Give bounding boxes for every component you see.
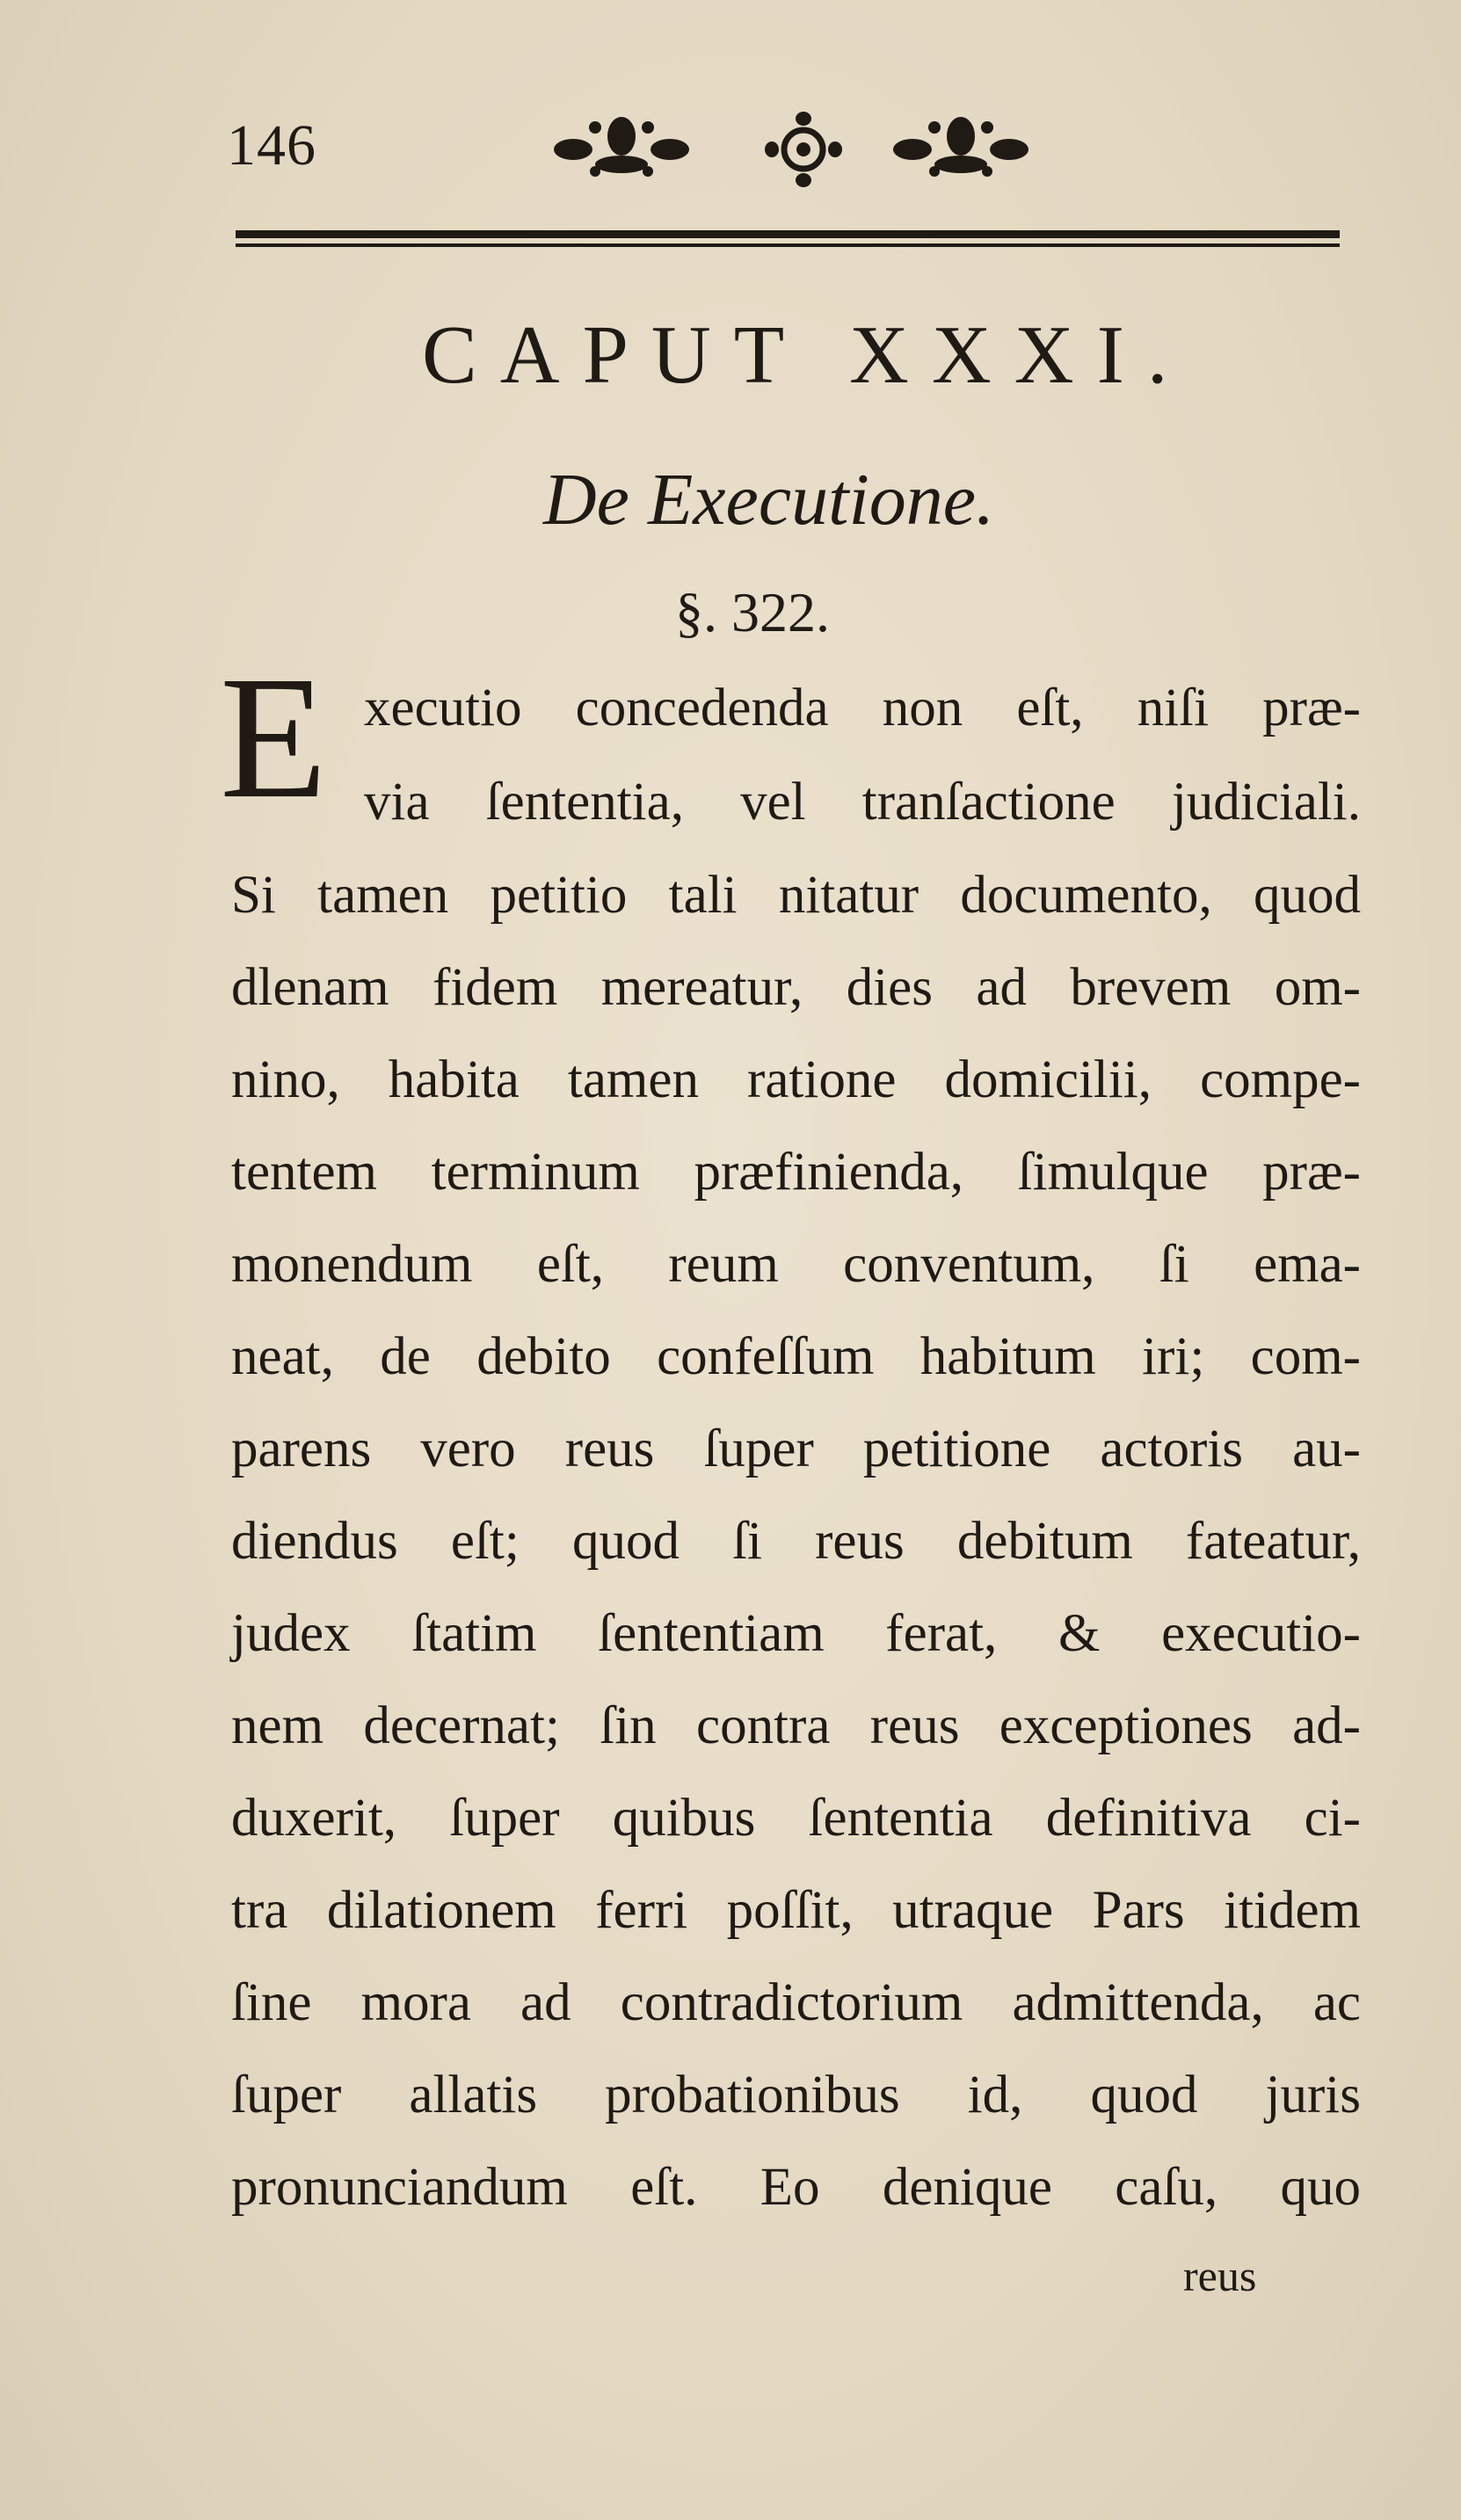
drop-cap: E <box>220 641 328 835</box>
text-line-5: nino, habita tamen ratione domicilii, compe- <box>231 1050 1361 1109</box>
text-line-16: ſuper allatis probationibus id, quod juris <box>231 2066 1361 2124</box>
catchword: reus <box>1183 2251 1257 2300</box>
text-line-12: nem decernat; ſin contra reus exceptiones ad- <box>231 1696 1361 1755</box>
text-line-6: tentem terminum præfinienda, ſimulque præ- <box>231 1143 1361 1202</box>
rosette-icon <box>761 110 846 189</box>
header-rule-thick <box>236 230 1340 238</box>
chapter-title: CAPUT XXXI. <box>422 309 1191 401</box>
chapter-subtitle: De Executione. <box>543 459 995 541</box>
text-line-13: duxerit, ſuper quibus ſententia definitiva ci- <box>231 1789 1361 1848</box>
text-line-4: dlenam fidem mereatur, dies ad brevem om- <box>231 958 1361 1017</box>
text-line-10: diendus eſt; quod ſi reus debitum fateatur, <box>231 1512 1361 1571</box>
text-line-3: Si tamen petitio tali nitatur documento, quod <box>231 866 1361 925</box>
text-line-11: judex ſtatim ſententiam ferat, & executio- <box>231 1604 1361 1663</box>
text-line-8: neat, de debito confeſſum habitum iri; com- <box>231 1327 1361 1386</box>
text-line-2: via ſententia, vel tranſactione judiciali. <box>364 773 1361 832</box>
text-line-7: monendum eſt, reum conventum, ſi ema- <box>231 1235 1361 1294</box>
fleuron-right-icon <box>886 110 1036 189</box>
text-line-14: tra dilationem ferri poſſit, utraque Pars itidem <box>231 1881 1361 1940</box>
header-rule-thin <box>236 243 1340 247</box>
text-line-9: parens vero reus ſuper petitione actoris au- <box>231 1420 1361 1478</box>
text-line-15: ſine mora ad contradictorium admittenda, ac <box>231 1973 1361 2032</box>
text-line-1: xecutio concedenda non eſt, niſi præ- <box>364 679 1361 737</box>
page-number: 146 <box>227 113 316 178</box>
text-line-17: pronunciandum eſt. Eo denique caſu, quo <box>231 2158 1361 2217</box>
section-number: §. 322. <box>675 581 830 643</box>
fleuron-left-icon <box>547 110 696 189</box>
